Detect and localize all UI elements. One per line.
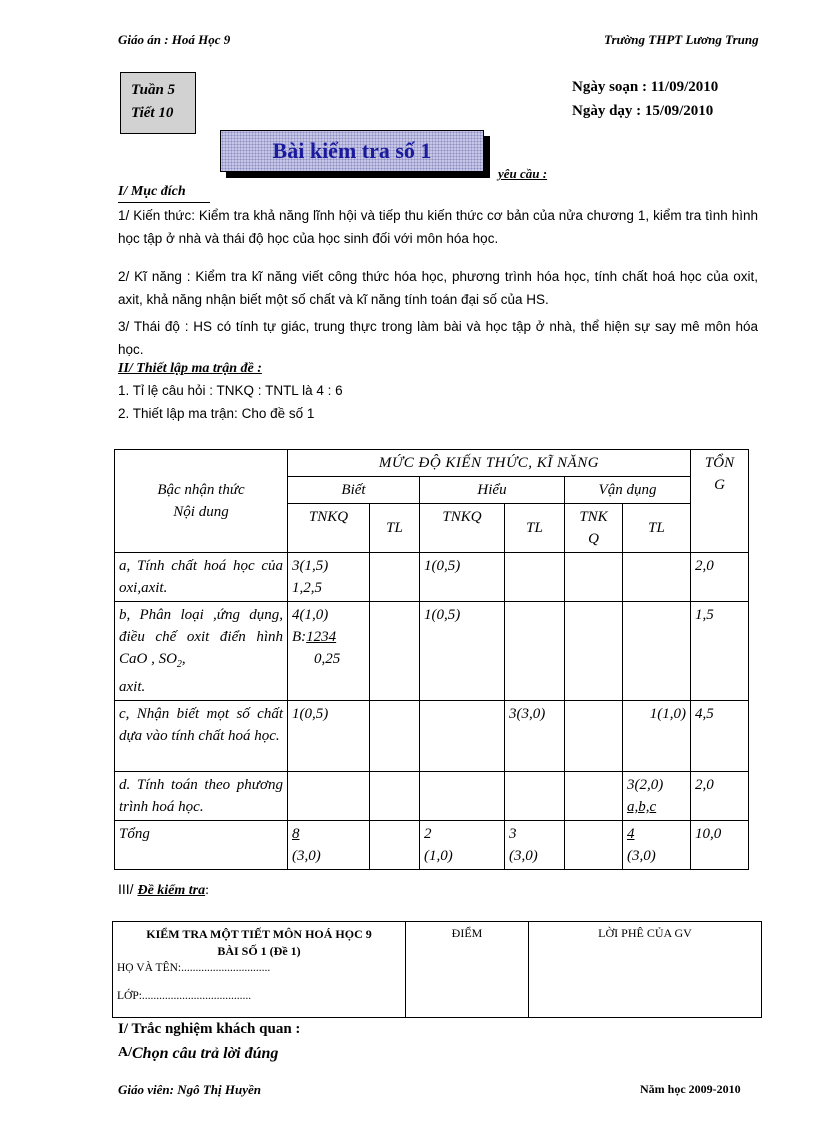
row-c-content: c, Nhận biết mọt số chất dựa vào tính chất hoá học.	[115, 701, 288, 772]
row-total-c6-count: 4	[627, 826, 635, 842]
sub-tnk: TNK	[579, 509, 608, 525]
section3-suffix: :	[205, 883, 209, 898]
row-total-c1-count: 8	[292, 826, 300, 842]
row-d-c4	[505, 772, 565, 821]
table-row	[115, 553, 749, 602]
sub-tnkq-2: TNKQ	[420, 504, 505, 553]
level-know: Biết	[288, 477, 420, 504]
exam-subtitle: BÀI SỐ 1 (Đề 1)	[217, 944, 301, 958]
row-b-total: 1,5	[691, 602, 749, 701]
row-a-total: 2,0	[691, 553, 749, 602]
row-d-total: 2,0	[691, 772, 749, 821]
row-b-c1-questions	[292, 626, 365, 648]
row-b-c5	[565, 602, 623, 701]
row-b-subscript: 2	[176, 659, 182, 670]
section3-prefix: III/	[118, 881, 138, 897]
exam-info-cell	[113, 922, 406, 1018]
total-header-b: G	[714, 477, 725, 493]
matrix-level-header: MỨC ĐỘ KIẾN THỨC, KĨ NĂNG	[288, 450, 691, 477]
row-b-c1-value: 4(1,0)	[292, 607, 329, 623]
row-c-c6: 1(1,0)	[623, 701, 691, 772]
lesson-period: Tiết 10	[131, 105, 174, 121]
row-a-c2	[370, 553, 420, 602]
row-total-c4-score: (3,0)	[509, 848, 538, 864]
section3-title: Đề kiểm tra	[137, 883, 206, 898]
page-title: Bài kiểm tra số 1	[272, 138, 432, 163]
title-box	[220, 130, 484, 172]
lesson-week: Tuần 5	[131, 82, 176, 98]
header-right: Trường THPT Lương Trung	[604, 32, 759, 47]
footer-right: Năm học 2009-2010	[640, 1082, 741, 1096]
row-b-comma: ,	[181, 651, 186, 667]
date-taught: Ngày dạy : 15/09/2010	[572, 103, 714, 119]
row-c-c1: 1(0,5)	[288, 701, 370, 772]
matrix-header-row-1	[115, 450, 749, 477]
row-b-c6	[623, 602, 691, 701]
table-row	[115, 772, 749, 821]
sub-tl-3: TL	[623, 504, 691, 553]
date-prepared: Ngày soạn : 11/09/2010	[572, 79, 719, 95]
total-header-a: TỔN	[704, 455, 735, 471]
score-cell: ĐIỂM	[406, 922, 529, 1018]
section1-knowledge: 1/ Kiến thức: Kiểm tra khả năng lĩnh hội và tiếp thu kiến thức cơ bản của nửa chương 1, kiểm tra tình hình học tập ở nhà và thái độ học của học sinh đối với môn hóa học.	[118, 208, 758, 246]
matrix-total-header	[691, 450, 749, 553]
row-b-content	[115, 602, 288, 701]
row-a-c3: 1(0,5)	[420, 553, 505, 602]
table-row	[115, 602, 749, 701]
row-c-c2	[370, 701, 420, 772]
row-d-c2	[370, 772, 420, 821]
knowledge-matrix	[114, 449, 749, 870]
row-a-c1	[288, 553, 370, 602]
part1-heading: I/ Trắc nghiệm khách quan :	[118, 1021, 301, 1037]
row-d-c5	[565, 772, 623, 821]
row-total-c6-score: (3,0)	[627, 848, 656, 864]
row-d-c1	[288, 772, 370, 821]
row-b-c4	[505, 602, 565, 701]
row-a-c5	[565, 553, 623, 602]
exam-title: KIỂM TRA MỘT TIẾT MÔN HOÁ HỌC 9	[146, 927, 372, 941]
section1-skills: 2/ Kĩ năng : Kiểm tra kĩ năng viết công thức hóa học, phương trình hóa học, tính chất hoá học của oxit, axit, khả năng nhận biết một số chất và kĩ năng tính toán đại số của HS.	[118, 269, 758, 307]
row-c-c3	[420, 701, 505, 772]
row-a-c1-value: 3(1,5)	[292, 558, 329, 574]
section2-item2: 2. Thiết lập ma trận: Cho đề số 1	[118, 406, 315, 421]
dates-block	[572, 75, 718, 123]
footer-left: Giáo viên: Ngô Thị Huyền	[118, 1082, 261, 1097]
requirement-label: yêu cầu :	[498, 166, 548, 181]
row-c-c5	[565, 701, 623, 772]
lesson-box	[120, 72, 196, 134]
sub-q: Q	[588, 531, 599, 547]
class-field[interactable]: LỚP:......................................	[117, 990, 252, 1002]
row-total-label: Tổng	[115, 821, 288, 870]
matrix-row-header	[115, 450, 288, 553]
row-header-a: Bậc nhận thức	[157, 482, 245, 498]
section1-heading	[118, 184, 186, 200]
row-c-total: 4,5	[691, 701, 749, 772]
row-total-c4-count: 3	[509, 826, 517, 842]
row-total-c3-count: 2	[424, 826, 432, 842]
row-total-c3	[420, 821, 505, 870]
row-d-c6-value: 3(2,0)	[627, 777, 664, 793]
section2-item1: 1. Tỉ lệ câu hỏi : TNKQ : TNTL là 4 : 6	[118, 383, 343, 398]
row-total-c3-score: (1,0)	[424, 848, 453, 864]
section1-heading-text: I/ Mục đích	[118, 184, 186, 199]
row-d-c6-questions: a,b,c	[627, 799, 657, 815]
sub-tnkq-1: TNKQ	[288, 504, 370, 553]
section1-underline	[118, 202, 210, 203]
teacher-comment-cell: LỜI PHÊ CỦA GV	[529, 922, 762, 1018]
row-d-c6	[623, 772, 691, 821]
row-d-content: d. Tính toán theo phương trình hoá học.	[115, 772, 288, 821]
row-a-c6	[623, 553, 691, 602]
name-field[interactable]: HỌ VÀ TÊN:...............................	[117, 962, 271, 974]
row-total-c1	[288, 821, 370, 870]
exam-info-table	[112, 921, 762, 1018]
part1a-prefix: A/	[118, 1045, 132, 1060]
section3-heading	[118, 881, 209, 899]
sub-tnkq-3	[565, 504, 623, 553]
sub-tl-1: TL	[370, 504, 420, 553]
row-total-c5	[565, 821, 623, 870]
row-a-content: a, Tính chất hoá học của oxi,axit.	[115, 553, 288, 602]
row-b-c2	[370, 602, 420, 701]
row-total-c4	[505, 821, 565, 870]
part1a-text: Chọn câu trả lời đúng	[132, 1045, 279, 1062]
row-b-c1-prefix: B:	[292, 629, 307, 645]
row-total-c1-score: (3,0)	[292, 848, 321, 864]
row-b-content-text: b, Phân loại ,ứng dụng, điều chế oxit điển hình CaO , SO	[119, 607, 283, 667]
row-b-c3: 1(0,5)	[420, 602, 505, 701]
table-row	[115, 701, 749, 772]
row-total-c6	[623, 821, 691, 870]
row-c-c4: 3(3,0)	[505, 701, 565, 772]
part1a-heading	[118, 1045, 278, 1063]
level-understand: Hiểu	[420, 477, 565, 504]
row-header-b: Nội dung	[173, 504, 229, 520]
section1-attitude: 3/ Thái độ : HS có tính tự giác, trung thực trong làm bài và học tập ở nhà, thể hiện sự say mê môn hóa học.	[118, 319, 758, 357]
row-b-c1-score: 0,25	[314, 651, 341, 667]
row-total-total: 10,0	[691, 821, 749, 870]
row-b-c1-numbers: 1234	[306, 629, 337, 645]
row-a-c1-questions: 1,2,5	[292, 580, 322, 596]
sub-tl-2: TL	[505, 504, 565, 553]
row-total-c2	[370, 821, 420, 870]
header-left: Giáo án : Hoá Học 9	[118, 32, 231, 47]
level-apply: Vận dụng	[565, 477, 691, 504]
row-a-c4	[505, 553, 565, 602]
row-b-c1	[288, 602, 370, 701]
row-d-c3	[420, 772, 505, 821]
section2-heading: II/ Thiết lập ma trận đề :	[118, 361, 262, 376]
row-b-content-tail: axit.	[119, 679, 146, 695]
table-row	[115, 821, 749, 870]
